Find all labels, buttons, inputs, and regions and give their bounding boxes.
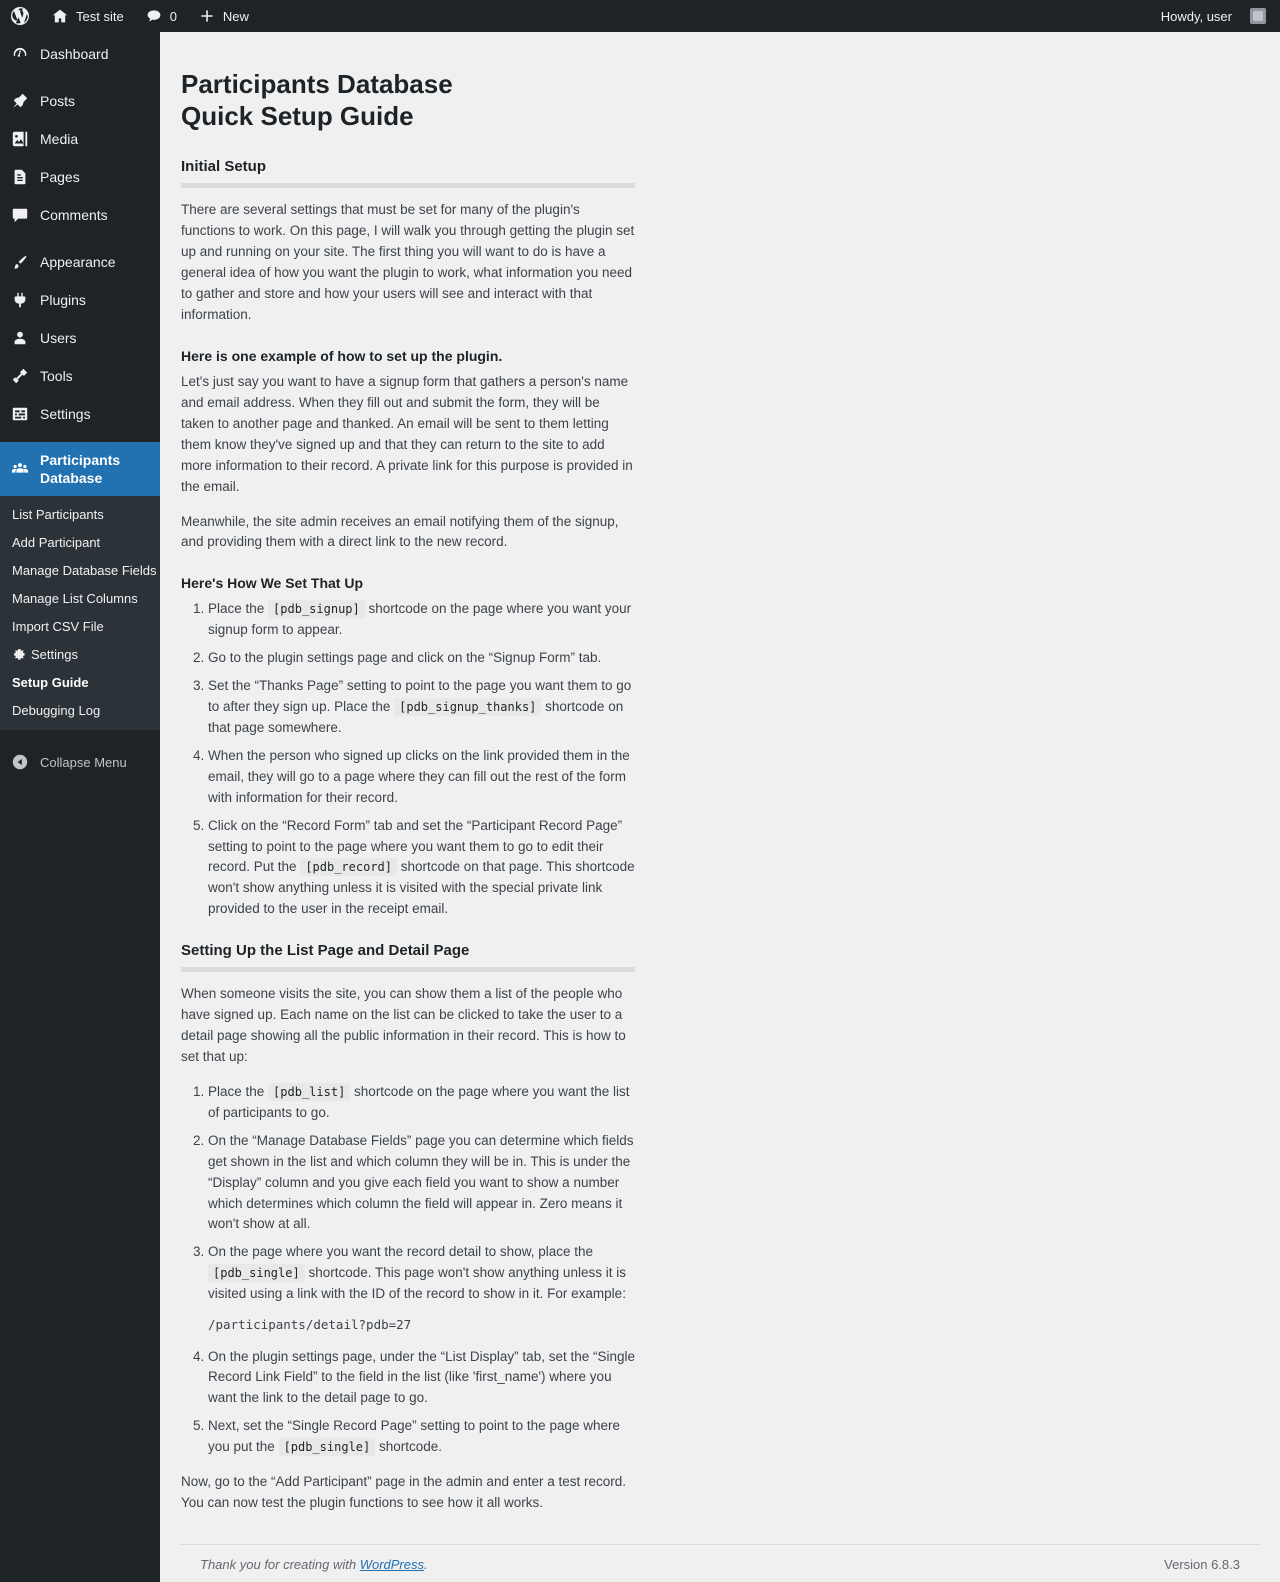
admin-bar [0, 0, 1280, 32]
sidebar-item-label: Media [40, 131, 79, 147]
site-name-menu[interactable] [40, 0, 134, 32]
shortcode: [pdb_signup] [268, 600, 365, 618]
menu-separator [0, 234, 160, 243]
footer-credit-post: . [424, 1556, 428, 1572]
step-text-pre: Set the “Thanks Page” setting to point to the page you want them to go to after they sign up. Place the [208, 678, 632, 715]
sidebar-item-tools[interactable] [0, 357, 160, 395]
section-heading-list-detail: Setting Up the List Page and Detail Page [181, 942, 470, 960]
step-text-post: shortcode on that page. This shortcode won't show anything unless it is visited with the special private link provided to the user in the receipt email. [208, 859, 635, 917]
step-text-pre: Place the [208, 1083, 269, 1099]
sidebar-item-label: Tools [40, 368, 73, 384]
list-item [208, 599, 635, 641]
step-text-post: shortcode on the page where you want your signup form to appear. [208, 601, 632, 638]
divider [181, 183, 635, 188]
paintbrush-icon [10, 252, 30, 272]
sidebar-item-users[interactable] [0, 319, 160, 357]
plug-icon [10, 290, 30, 310]
sidebar-item-settings-label: Settings [31, 647, 78, 662]
comment-bubble-icon [144, 6, 164, 26]
steps-list-setup [181, 599, 635, 920]
comments-count: 0 [169, 8, 177, 24]
menu-separator [0, 433, 160, 442]
paragraph-list-intro: When someone visits the site, you can show them a list of the people who have signed up. Each name on the list can be clicked to take the user to a detail page showing all the public information in their record. This is how to set that up: [181, 986, 626, 1065]
page-title [181, 60, 635, 136]
new-content-menu[interactable] [187, 0, 259, 32]
shortcode: [pdb_single] [208, 1264, 305, 1282]
media-icon [10, 129, 30, 149]
step-text-pre: Click on the “Record Form” tab and set the “Participant Record Page” setting to point to the page where you want them to go to edit their record. Put the [208, 817, 623, 875]
sidebar-item-label: Posts [40, 93, 76, 109]
list-item [208, 1347, 635, 1410]
sidebar-item-setup-guide[interactable]: Setup Guide [12, 675, 89, 690]
step-text-post: shortcode on the page where you want the list of participants to go. [208, 1083, 630, 1120]
collapse-arrow-icon [10, 752, 30, 772]
shortcode: [pdb_list] [268, 1083, 350, 1101]
participants-database-submenu [0, 496, 160, 730]
subheading-example: Here is one example of how to set up the plugin. [181, 347, 503, 364]
list-item [208, 648, 635, 669]
sidebar-item-appearance[interactable] [0, 243, 160, 281]
menu-separator [0, 73, 160, 82]
list-item [208, 1416, 635, 1458]
main-content [160, 32, 1280, 1582]
howdy-label: Howdy, user [1160, 8, 1232, 24]
subheading-how-we-set-that-up: Here's How We Set That Up [181, 575, 363, 592]
user-icon [10, 328, 30, 348]
account-menu[interactable] [1151, 0, 1280, 32]
step-text-post: shortcode on that page somewhere. [208, 699, 624, 735]
plus-icon [197, 6, 217, 26]
step-text-pre: On the plugin settings page, under the “List Display” tab, set the “Single Record Link Field” to the field in the list (like 'first_name') where you want the link to the detail page to go. [208, 1348, 635, 1406]
wordpress-link[interactable]: WordPress [359, 1556, 424, 1572]
setup-guide-wrap [180, 60, 635, 1514]
list-item [208, 746, 635, 809]
sidebar-item-manage-list-columns[interactable]: Manage List Columns [12, 591, 138, 606]
section-heading-initial-setup: Initial Setup [181, 158, 267, 176]
sidebar-item-settings[interactable] [0, 641, 160, 669]
page-icon [10, 167, 30, 187]
sidebar-item-label: Comments [40, 207, 108, 223]
sidebar-item-participants-database[interactable] [0, 442, 160, 496]
sidebar-item-label: Pages [40, 169, 80, 185]
sidebar-item-plugins[interactable] [0, 281, 160, 319]
sidebar-item-label: Users [40, 330, 77, 346]
settings-sliders-icon [10, 404, 30, 424]
comments-menu[interactable] [134, 0, 187, 32]
sidebar-item-label: Plugins [40, 292, 86, 308]
step-text-post: shortcode. This page won't show anything unless it is visited using a link with the ID of the record to show in it. For example: [208, 1265, 626, 1302]
sidebar-item-settings[interactable] [0, 395, 160, 433]
collapse-menu-button[interactable] [0, 740, 160, 784]
paragraph-intro: There are several settings that must be set for many of the plugin's functions to work. On this page, I will walk you through getting the plugin set up and running on your site. The first thing you will want to do is have a general idea of how you want the plugin to work, what information you need to gather and store and how your users will see and interact with that information. [181, 202, 635, 323]
hammer-icon [10, 366, 30, 386]
sidebar-item-label: Appearance [40, 254, 116, 270]
list-item [208, 1242, 635, 1334]
list-item [208, 1131, 635, 1236]
step-text-post: shortcode. [375, 1439, 443, 1455]
steps-list-list-page [181, 1082, 635, 1458]
sidebar-item-import-csv-file[interactable]: Import CSV File [12, 619, 104, 634]
site-name-label: Test site [76, 8, 124, 24]
sidebar-item-posts[interactable] [0, 82, 160, 120]
wordpress-logo-icon[interactable] [0, 0, 40, 32]
sidebar-item-pages[interactable] [0, 158, 160, 196]
step-text-pre: On the page where you want the record detail to show, place the [208, 1244, 593, 1260]
sidebar-item-label: Settings [40, 406, 91, 422]
sidebar-item-media[interactable] [0, 120, 160, 158]
list-item [208, 1082, 635, 1124]
avatar [1250, 8, 1266, 24]
home-icon [50, 6, 70, 26]
new-label: New [222, 8, 249, 24]
sidebar-item-list-participants[interactable]: List Participants [12, 507, 104, 522]
sidebar-item-manage-database-fields[interactable]: Manage Database Fields [12, 563, 157, 578]
sidebar-item-label: Dashboard [40, 46, 109, 62]
list-item [208, 816, 635, 921]
pin-icon [10, 91, 30, 111]
shortcode: [pdb_signup_thanks] [394, 698, 541, 716]
collapse-menu-label: Collapse Menu [40, 754, 127, 770]
comment-bubble-icon [10, 205, 30, 225]
paragraph-example: Let's just say you want to have a signup form that gathers a person's name and email address. When they fill out and submit the form, they will be taken to another page and thanked. An email will be sent to them letting them know they've signed up and that they can return to the site to add more information to their record. A private link for this purpose is provided in the email. [181, 373, 633, 494]
step-text-pre: Go to the plugin settings page and click on the “Signup Form” tab. [208, 650, 602, 666]
groups-icon [10, 459, 30, 479]
step-text-pre: Next, set the “Single Record Page” setting to point to the page where you put the [208, 1418, 620, 1455]
footer-credit-pre: Thank you for creating with [200, 1556, 360, 1572]
sidebar-item-label: Participants Database [40, 452, 121, 486]
sidebar-item-comments[interactable] [0, 196, 160, 234]
shortcode: [pdb_record] [300, 858, 397, 876]
step-text-pre: On the “Manage Database Fields” page you can determine which fields get shown in the list and which column they will be in. This is under the “Display” column and you give each field you want to show a number which determines which column the field will appear in. Zero means it won't show at all. [208, 1132, 634, 1232]
list-item [208, 676, 635, 739]
dashboard-icon [10, 44, 30, 64]
sidebar-item-debugging-log[interactable]: Debugging Log [12, 703, 101, 718]
page-title-line2: Quick Setup Guide [181, 100, 414, 131]
paragraph-admin-email: Meanwhile, the site admin receives an email notifying them of the signup, and providing them with a direct link to the new record. [181, 513, 619, 550]
divider [181, 967, 635, 972]
admin-sidebar [0, 32, 160, 1582]
shortcode: [pdb_single] [279, 1438, 376, 1456]
sidebar-item-dashboard[interactable] [0, 32, 160, 73]
example-url: /participants/detail?pdb=27 [208, 1317, 412, 1333]
step-text-pre: Place the [208, 601, 269, 617]
admin-footer [180, 1544, 1260, 1582]
page-title-line1: Participants Database [181, 69, 453, 99]
paragraph-closing: Now, go to the “Add Participant” page in the admin and enter a test record. You can now test the plugin functions to see how it all works. [181, 1474, 627, 1511]
gear-icon [12, 647, 26, 661]
footer-version: Version 6.8.3 [1164, 1556, 1240, 1572]
footer-credit [200, 1557, 428, 1572]
sidebar-item-add-participant[interactable]: Add Participant [12, 535, 101, 550]
step-text-pre: When the person who signed up clicks on the link provided them in the email, they will go to a page where they can fill out the rest of the form with information for their record. [208, 747, 630, 805]
